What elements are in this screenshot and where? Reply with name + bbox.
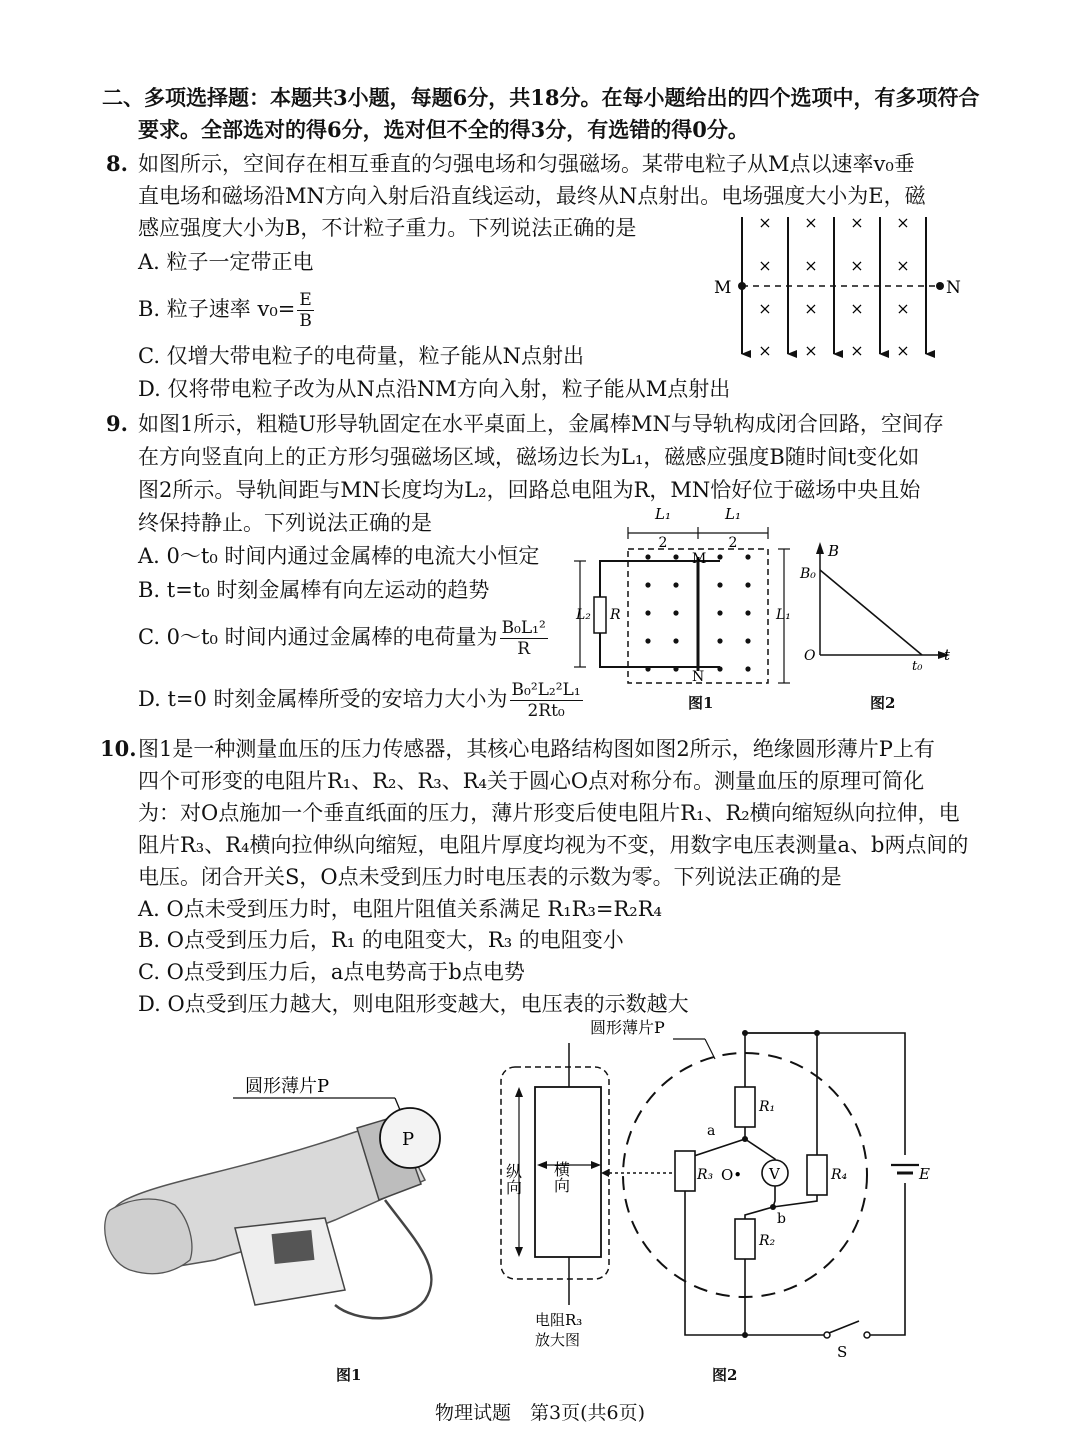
q8-stem-line3: 感应强度大小为B，不计粒子重力。下列说法正确的是 (138, 216, 637, 240)
b-field-dot (645, 610, 650, 615)
label-r: R (610, 607, 621, 623)
hose-tube (335, 1200, 431, 1318)
point-m (738, 282, 746, 290)
resistor-r3 (675, 1151, 695, 1191)
q8-option-b-fraction (297, 290, 314, 331)
q8-option-a: A. 粒子一定带正电 (138, 250, 314, 274)
label-b0: B₀ (800, 566, 816, 582)
q8-option-c: C. 仅增大带电粒子的电荷量，粒子能从N点射出 (138, 344, 585, 368)
label-e: E (919, 1165, 930, 1183)
b-field-dot (745, 582, 750, 587)
q9-stem-line4: 终保持静止。下列说法正确的是 (138, 511, 432, 535)
dim-l2: L₂ (576, 607, 591, 623)
q10-figure1-caption: 图1 (336, 1366, 362, 1384)
q8-field-figure (700, 212, 960, 362)
fist-shape (105, 1199, 192, 1274)
label-t0: t₀ (912, 659, 923, 674)
q9-option-d (138, 680, 585, 721)
b-field-dot (673, 582, 678, 587)
b-axis-arrow (816, 542, 824, 554)
label-m: M (714, 278, 732, 298)
b-field-cross: × (896, 341, 910, 360)
monitor-screen (272, 1230, 315, 1264)
b-field-cross: × (804, 213, 818, 232)
q9-option-d-prefix: D. t=0 时刻金属棒所受的安培力大小为 (138, 687, 508, 711)
q10-stem-line5: 电压。闭合开关S，O点未受到压力时电压表的示数为零。下列说法正确的是 (138, 865, 842, 889)
label-b: B (828, 542, 840, 560)
b-field-cross: × (850, 256, 864, 275)
b-field-cross: × (896, 299, 910, 318)
b-field-dot (645, 554, 650, 559)
b-field-dot (745, 638, 750, 643)
label-s: S (837, 1343, 848, 1361)
q9-figure2-bt-graph (800, 540, 955, 674)
resistor-r1 (735, 1087, 755, 1127)
b-field-dot (717, 610, 722, 615)
label-p: P (402, 1129, 415, 1150)
dim-l1-half-right: L₁ (725, 505, 741, 523)
q8-stem-line1: 如图所示，空间存在相互垂直的匀强电场和匀强磁场。某带电粒子从M点以速率v₀垂 (138, 152, 915, 176)
b-field-dot (717, 666, 722, 671)
b-field-cross: × (850, 213, 864, 232)
b-field-dot (673, 666, 678, 671)
q9-stem-line1: 如图1所示，粗糙U形导轨固定在水平桌面上，金属棒MN与导轨构成闭合回路，空间存 (138, 412, 944, 436)
b-field-dot (717, 582, 722, 587)
frac-numerator: E (299, 290, 312, 310)
b-field-dot (717, 554, 722, 559)
resistor-r (594, 597, 606, 633)
section-heading-line2: 要求。全部选对的得6分，选对但不全的得3分，有选错的得0分。 (138, 117, 749, 142)
b-field-cross: × (896, 213, 910, 232)
frac-denominator: B (299, 311, 312, 331)
label-zoom-title1: 电阻R₃ (535, 1311, 583, 1329)
label-r2: R₂ (759, 1233, 776, 1249)
q8-option-b (138, 290, 316, 331)
b-field-dot (745, 666, 750, 671)
q8-option-d: D. 仅将带电粒子改为从N点沿NM方向入射，粒子能从M点射出 (138, 377, 731, 401)
b-field-cross: × (758, 213, 772, 232)
q10-option-a: A. O点未受到压力时，电阻片阻值关系满足 R₁R₃=R₂R₄ (138, 897, 662, 921)
q9-option-c-prefix: C. 0～t₀ 时间内通过金属棒的电荷量为 (138, 625, 498, 649)
q9-option-b: B. t=t₀ 时刻金属棒有向左运动的趋势 (138, 578, 490, 602)
frac-numerator: B₀²L₂²L₁ (511, 680, 581, 700)
label-t: t (944, 646, 951, 664)
q8-stem-line2: 直电场和磁场沿MN方向入射后沿直线运动，最终从N点射出。电场强度大小为E，磁 (138, 184, 926, 208)
q8-number: 8. (106, 151, 128, 176)
label-horizontal: 横向 (551, 1161, 571, 1193)
dim-l1-half-left: L₁ (655, 505, 671, 523)
q10-figure1-bp-monitor (95, 1060, 455, 1350)
q10-stem-line2: 四个可形变的电阻片R₁、R₂、R₃、R₄关于圆心O点对称分布。测量血压的原理可简化 (138, 769, 925, 793)
q9-figure1-caption: 图1 (688, 694, 714, 712)
label-o: O• (721, 1166, 743, 1184)
q10-option-b: B. O点受到压力后，R₁ 的电阻变大，R₃ 的电阻变小 (138, 928, 624, 952)
b-t-line (820, 570, 922, 655)
switch-blade (829, 1321, 859, 1333)
q9-figure2-caption: 图2 (870, 694, 896, 712)
b-field-dot (645, 638, 650, 643)
b-field-cross: × (850, 299, 864, 318)
q9-number: 9. (106, 411, 128, 436)
q8-option-b-prefix: B. 粒子速率 v₀= (138, 297, 296, 321)
label-r3: R₃ (697, 1167, 714, 1183)
label-round-sheet-p: 圆形薄片P (590, 1018, 665, 1037)
b-field-cross: × (758, 299, 772, 318)
q10-option-c: C. O点受到压力后，a点电势高于b点电势 (138, 960, 525, 984)
label-n: N (946, 278, 961, 298)
b-field-dot (645, 582, 650, 587)
dim-two-right: 2 (728, 535, 738, 551)
label-v: V (769, 1165, 780, 1183)
label-r1: R₁ (759, 1099, 776, 1115)
label-zoom-title2: 放大图 (535, 1331, 581, 1349)
b-field-cross: × (804, 341, 818, 360)
label-vertical: 纵向 (503, 1163, 523, 1195)
label-origin: O (804, 648, 816, 664)
label-r4: R₄ (831, 1167, 848, 1183)
b-field-dot (673, 638, 678, 643)
q10-stem-line4: 阻片R₃、R₄横向拉伸纵向缩短，电阻片厚度均视为不变，用数字电压表测量a、b两点间的 (138, 833, 969, 857)
dim-two-left: 2 (658, 535, 668, 551)
q10-stem-line3: 为：对O点施加一个垂直纸面的压力，薄片形变后使电阻片R₁、R₂横向缩短纵向拉伸，电 (138, 801, 960, 825)
q9-figure1-rail-circuit (570, 505, 805, 710)
b-field-cross: × (850, 341, 864, 360)
frac-numerator: B₀L₁² (501, 618, 546, 638)
q9-stem-line3: 图2所示。导轨间距与MN长度均为L₂，回路总电阻为R，MN恰好位于磁场中央且始 (138, 478, 921, 502)
q9-stem-line2: 在方向竖直向上的正方形匀强磁场区域，磁场边长为L₁，磁感应强度B随时间t变化如 (138, 445, 920, 469)
b-field-cross: × (758, 341, 772, 360)
b-field-cross: × (804, 299, 818, 318)
b-field-dot (745, 554, 750, 559)
b-field-dot (745, 610, 750, 615)
b-field-cross: × (758, 256, 772, 275)
b-field-cross: × (896, 256, 910, 275)
b-field-cross: × (804, 256, 818, 275)
b-field-dot (717, 638, 722, 643)
frac-denominator: R (500, 638, 548, 659)
dim-l1: L₁ (776, 607, 791, 623)
resistor-r2 (735, 1219, 755, 1259)
q10-stem-line1: 图1是一种测量血压的压力传感器，其核心电路结构图如图2所示，绝缘圆形薄片P上有 (138, 737, 935, 761)
page-footer: 物理试题 第3页(共6页) (434, 1402, 645, 1424)
q10-number: 10. (100, 736, 137, 761)
b-field-dot (645, 666, 650, 671)
label-m: M (692, 551, 707, 567)
section-heading-line1: 二、多项选择题：本题共3小题，每题6分，共18分。在每小题给出的四个选项中，有多项符合 (102, 85, 980, 110)
q9-option-c (138, 618, 550, 659)
b-field-dot (673, 554, 678, 559)
label-b: b (777, 1211, 786, 1227)
label-a: a (707, 1123, 716, 1139)
q10-figure2-circuit (495, 1015, 945, 1360)
label-n: N (692, 669, 705, 685)
label-round-sheet-p: 圆形薄片P (245, 1076, 330, 1097)
point-n (936, 282, 944, 290)
q10-option-d: D. O点受到压力越大，则电阻形变越大，电压表的示数越大 (138, 992, 689, 1016)
frac-denominator: 2Rt₀ (510, 700, 583, 721)
q9-option-a: A. 0～t₀ 时间内通过金属棒的电流大小恒定 (138, 544, 540, 568)
b-field-dot (673, 610, 678, 615)
q10-figure2-caption: 图2 (712, 1366, 738, 1384)
switch-contact (864, 1332, 870, 1338)
resistor-r4 (807, 1155, 827, 1195)
q9-option-c-fraction (500, 618, 548, 659)
